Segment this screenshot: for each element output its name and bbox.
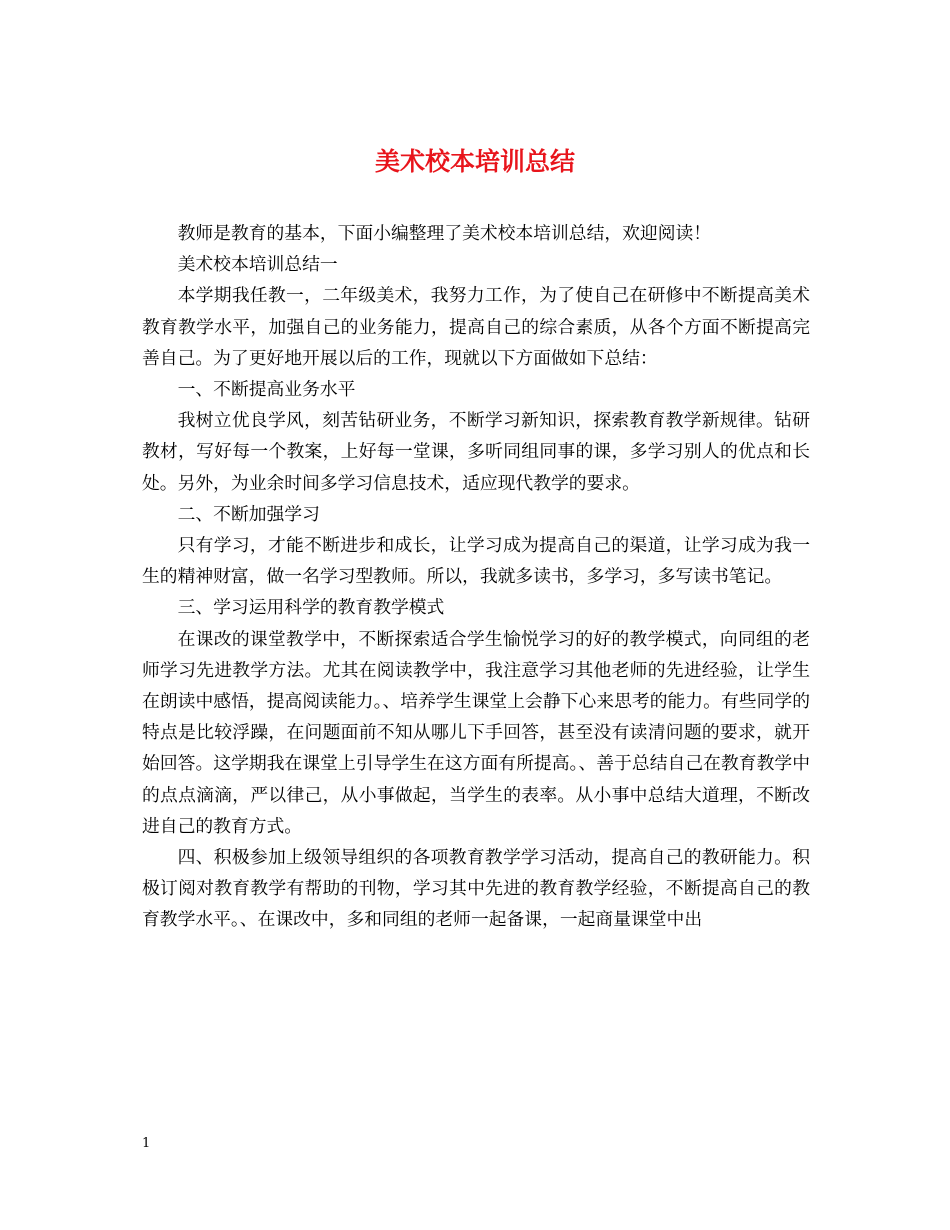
page-number: 1: [142, 1136, 151, 1151]
section-heading-1: 一、不断提高业务水平: [177, 379, 356, 401]
section-3-paragraph: 在课改的课堂教学中，不断探索适合学生愉悦学习的好的教学模式，向同组的老师学习先进教学方法。尤其在阅读教学中，我注意学习其他老师的先进经验，让学生在朗读中感悟，提高阅读能力。、培养学生课堂上会静下心来思考的能力。有些同学的特点是比较浮躁，在问题面前不知从哪儿下手回答，甚至没有读清问题的要求，就开始回答。这学期我在课堂上引导学生在这方面有所提高。、善于总结自己在教育教学中的点点滴滴，严以律己，从小事做起，当学生的表率。从小事中总结大道理，不断改进自己的教育方式。: [142, 628, 810, 837]
intro-paragraph: 教师是教育的基本，下面小编整理了美术校本培训总结，欢迎阅读！: [177, 223, 712, 244]
section-heading-summary-one: 美术校本培训总结一: [177, 254, 338, 276]
section-4-paragraph: 四、积极参加上级领导组织的各项教育教学学习活动，提高自己的教研能力。积极订阅对教育教学有帮助的刊物，学习其中先进的教育教学经验，不断提高自己的教育教学水平。、在课改中，多和同组的老师一起备课，一起商量课堂中出: [142, 847, 810, 931]
section-2-paragraph: 只有学习，才能不断进步和成长，让学习成为提高自己的渠道，让学习成为我一生的精神财富，做一名学习型教师。所以，我就多读书，多学习，多写读书笔记。: [142, 535, 810, 588]
opening-paragraph: 本学期我任教一，二年级美术，我努力工作，为了使自己在研修中不断提高美术教育教学水平，加强自己的业务能力，提高自己的综合素质，从各个方面不断提高完善自己。为了更好地开展以后的工作，现就以下方面做如下总结：: [142, 285, 810, 369]
section-1-paragraph: 我树立优良学风，刻苦钻研业务，不断学习新知识，探索教育教学新规律。钻研教材，写好每一个教案，上好每一堂课，多听同组同事的课，多学习别人的优点和长处。另外，为业余时间多学习信息技术，适应现代教学的要求。: [142, 410, 810, 494]
document-body: [142, 218, 810, 936]
section-heading-2: 二、不断加强学习: [177, 503, 320, 525]
document-title: 美术校本培训总结: [374, 147, 575, 176]
section-heading-3: 三、学习运用科学的教育教学模式: [177, 597, 445, 619]
